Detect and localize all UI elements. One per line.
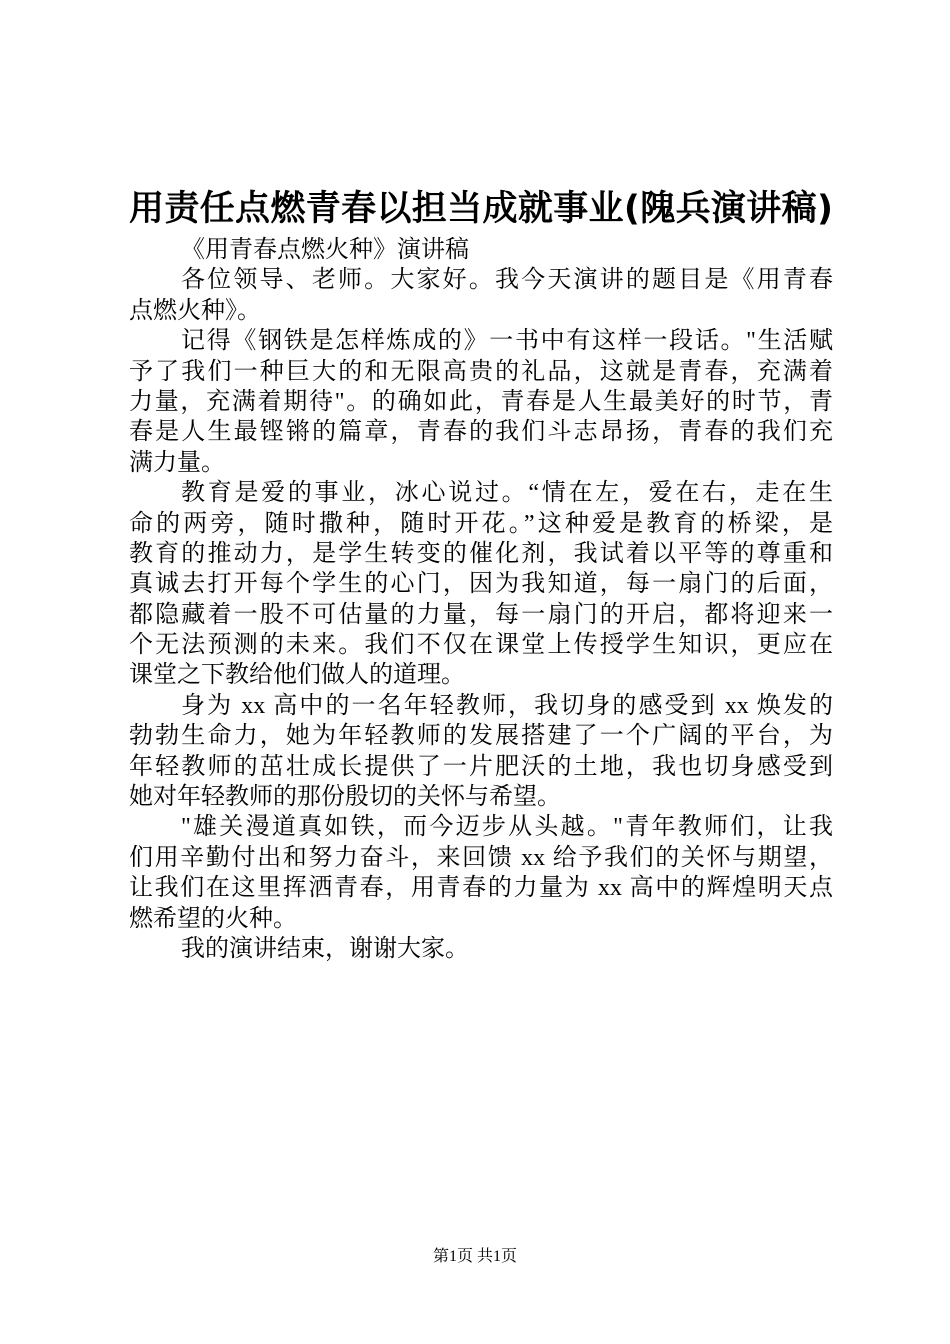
paragraph-line: 我的演讲结束，谢谢大家。 <box>181 935 469 962</box>
paragraph-line: 记得《钢铁是怎样炼成的》一书中有这样一段话。"生活赋 <box>181 328 833 355</box>
paragraph-line: 都隐藏着一股不可估量的力量，每一扇门的开启，都将迎来一 <box>129 601 833 628</box>
paragraph-line: "雄关漫道真如铁，而今迈步从头越。"青年教师们，让我 <box>181 814 833 841</box>
page-footer: 第1页 共1页 <box>432 1248 517 1265</box>
paragraph-line: 教育的推动力，是学生转变的催化剂，我试着以平等的尊重和 <box>129 540 833 567</box>
paragraph-line: 点燃火种》。 <box>129 297 261 324</box>
paragraph-line: 力量，充满着期待"。的确如此，青春是人生最美好的时节，青 <box>129 388 833 415</box>
paragraph <box>129 326 833 478</box>
paragraph-line: 教育是爱的事业，冰心说过。“情在左，爱在右，走在生 <box>181 480 833 507</box>
paragraph <box>129 265 833 326</box>
paragraph-line: 命的两旁，随时撒种，随时开花。”这种爱是教育的桥梁，是 <box>129 510 833 537</box>
paragraph-line: 年轻教师的茁壮成长提供了一片肥沃的土地，我也切身感受到 <box>129 753 833 780</box>
paragraph-line: 勃勃生命力，她为年轻教师的发展搭建了一个广阔的平台，为 <box>129 723 833 750</box>
paragraph-line: 让我们在这里挥洒青春，用青春的力量为 xx 高中的辉煌明天点 <box>129 875 833 902</box>
paragraph-line: 们用辛勤付出和努力奋斗，来回馈 xx 给予我们的关怀与期望， <box>129 844 833 871</box>
paragraph-line: 她对年轻教师的那份殷切的关怀与希望。 <box>129 784 561 811</box>
paragraph-line: 各位领导、老师。大家好。我今天演讲的题目是《用青春 <box>181 267 833 294</box>
paragraph-line: 予了我们一种巨大的和无限高贵的礼品，这就是青春，充满着 <box>129 358 833 385</box>
paragraph-line: 春是人生最铿锵的篇章，青春的我们斗志昂扬，青春的我们充 <box>129 419 833 446</box>
document-title: 用责任点燃青春以担当成就事业(隗兵演讲稿) <box>129 189 833 229</box>
paragraph-line: 个无法预测的未来。我们不仅在课堂上传授学生知识，更应在 <box>129 632 833 659</box>
subtitle: 《用青春点燃火种》演讲稿 <box>181 237 469 263</box>
paragraph <box>129 478 833 691</box>
document-body <box>129 235 833 964</box>
paragraph-line: 真诚去打开每个学生的心门，因为我知道，每一扇门的后面， <box>129 571 833 598</box>
paragraph <box>129 812 833 934</box>
paragraph <box>129 934 833 964</box>
paragraph-line: 满力量。 <box>129 449 225 476</box>
paragraph-line: 身为 xx 高中的一名年轻教师，我切身的感受到 xx 焕发的 <box>181 692 833 719</box>
paragraph <box>129 691 833 813</box>
paragraph-line: 课堂之下教给他们做人的道理。 <box>129 662 465 689</box>
paragraph-line: 燃希望的火种。 <box>129 905 297 932</box>
